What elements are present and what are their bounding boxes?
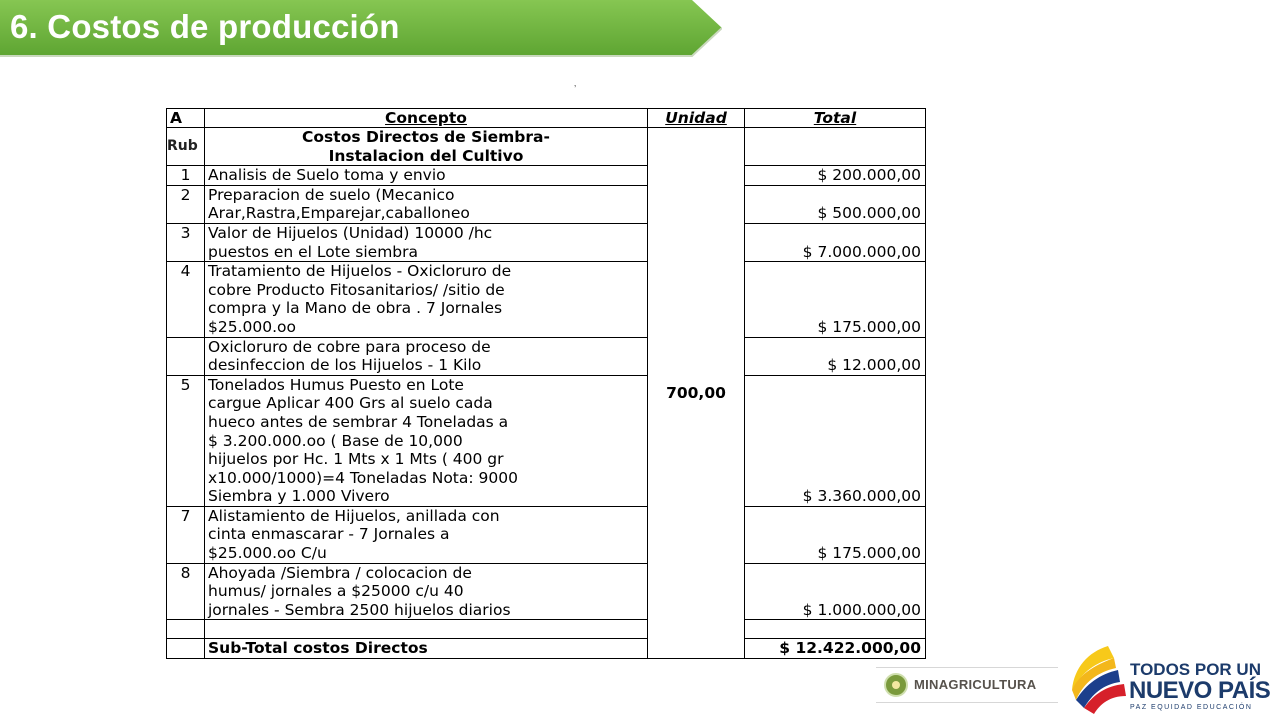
row-total: $ 175.000,00 xyxy=(745,262,926,337)
row-number xyxy=(167,337,205,375)
row-total: $ 500.000,00 xyxy=(745,185,926,223)
section-total-empty xyxy=(745,128,926,166)
table-header-row xyxy=(167,109,926,128)
table-row xyxy=(167,337,926,375)
row-number: 7 xyxy=(167,506,205,563)
row-concept: Preparacion de suelo (Mecanico Arar,Rastra,Emparejar,caballoneo xyxy=(205,185,648,223)
row-number: 4 xyxy=(167,262,205,337)
row-concept: Tratamiento de Hijuelos - Oxicloruro de cobre Producto Fitosanitarios/ /sitio de compra y la Mano de obra . 7 Jornales $25.000.oo xyxy=(205,262,648,337)
table-row xyxy=(167,563,926,620)
row-number: 2 xyxy=(167,185,205,223)
subtotal-value: $ 12.422.000,00 xyxy=(745,639,926,659)
table-row xyxy=(167,375,926,506)
row-number: 8 xyxy=(167,563,205,620)
tpn-line2: NUEVO PAÍS xyxy=(1129,677,1271,704)
empty-row xyxy=(167,620,926,639)
row-concept: Analisis de Suelo toma y envio xyxy=(205,166,648,186)
minagricultura-logo xyxy=(876,667,1058,703)
table-row xyxy=(167,166,926,186)
unit-value: 700,00 xyxy=(648,128,745,659)
colombia-flag-swoosh-icon xyxy=(1068,642,1130,714)
coat-of-arms-icon xyxy=(884,673,908,697)
row-number: 5 xyxy=(167,375,205,506)
header-total: Total xyxy=(745,109,926,128)
tpn-line1: TODOS POR UN xyxy=(1130,660,1261,679)
table-row xyxy=(167,506,926,563)
minagricultura-text: MINAGRICULTURA xyxy=(914,677,1037,692)
row-concept: Tonelados Humus Puesto en Lote cargue Aplicar 400 Grs al suelo cada hueco antes de sembrar 4 Toneladas a $ 3.200.000.oo ( Base de 10,000 hijuelos por Hc. 1 Mts x 1 Mts ( 400 gr x10.000/1000)=4 Toneladas Nota: 9000 Siembra y 1.000 Vivero xyxy=(205,375,648,506)
title-banner xyxy=(0,0,722,58)
table-row xyxy=(167,223,926,261)
section-title: Costos Directos de Siembra- Instalacion del Cultivo xyxy=(205,128,648,166)
stray-mark: ’ xyxy=(574,84,577,95)
row-total: $ 3.360.000,00 xyxy=(745,375,926,506)
header-unit: Unidad xyxy=(648,109,745,128)
section-row xyxy=(167,128,926,166)
row-total: $ 7.000.000,00 xyxy=(745,223,926,261)
cost-table xyxy=(166,108,926,659)
section-label: Rub xyxy=(167,128,205,166)
row-concept: Ahoyada /Siembra / colocacion de humus/ jornales a $25000 c/u 40 jornales - Sembra 2500 hijuelos diarios xyxy=(205,563,648,620)
row-total: $ 1.000.000,00 xyxy=(745,563,926,620)
tpn-line3: PAZ EQUIDAD EDUCACIÓN xyxy=(1130,704,1253,711)
table-row xyxy=(167,262,926,337)
row-number: 1 xyxy=(167,166,205,186)
row-concept: Valor de Hijuelos (Unidad) 10000 /hc puestos en el Lote siembra xyxy=(205,223,648,261)
header-concept: Concepto xyxy=(205,109,648,128)
subtotal-row xyxy=(167,639,926,659)
header-num: A xyxy=(167,109,205,128)
row-total: $ 200.000,00 xyxy=(745,166,926,186)
row-concept: Alistamiento de Hijuelos, anillada con cinta enmascarar - 7 Jornales a $25.000.oo C/u xyxy=(205,506,648,563)
todos-por-un-nuevo-pais-logo xyxy=(1068,642,1271,714)
subtotal-label: Sub-Total costos Directos xyxy=(205,639,648,659)
row-concept: Oxicloruro de cobre para proceso de desinfeccion de los Hijuelos - 1 Kilo xyxy=(205,337,648,375)
row-number: 3 xyxy=(167,223,205,261)
row-total: $ 175.000,00 xyxy=(745,506,926,563)
table-row xyxy=(167,185,926,223)
slide-title: 6. Costos de producción xyxy=(10,8,400,45)
row-total: $ 12.000,00 xyxy=(745,337,926,375)
